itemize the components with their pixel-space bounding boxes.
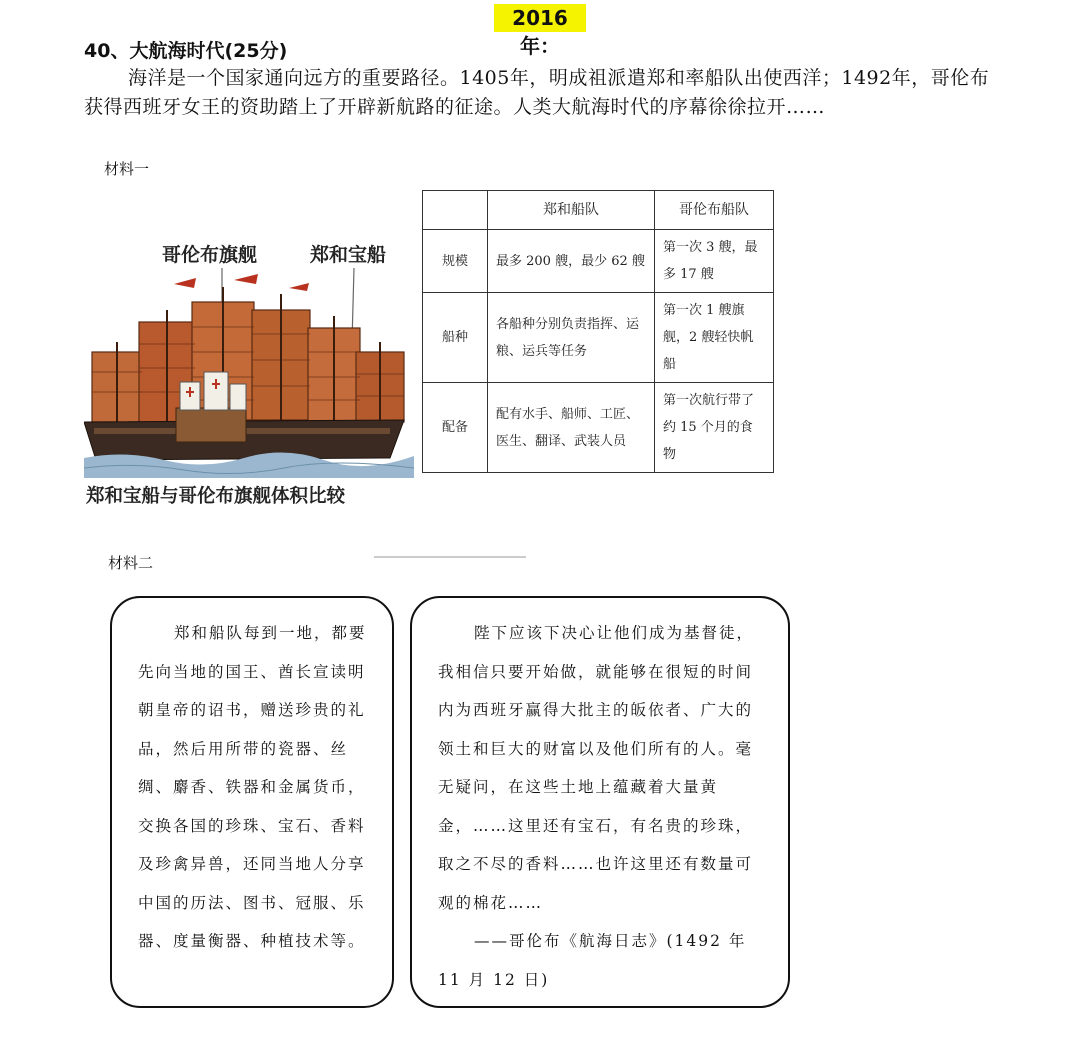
fleet-comparison-table	[422, 190, 774, 473]
ship-illustration	[84, 232, 414, 514]
columbus-text: 陛下应该下决心让他们成为基督徒，我相信只要开始做，就能够在很短的时间内为西班牙赢得大批主的皈依者、广大的领土和巨大的财富以及他们所有的人。毫无疑问，在这些土地上蕴藏着大量黄金，……这里还有宝石，有名贵的珍珠，取之不尽的香料……也许这里还有数量可观的棉花……	[438, 624, 755, 912]
zhenghe-ship-label: 郑和宝船	[310, 244, 387, 266]
table-header-cell	[423, 191, 488, 230]
ship-comparison-figure	[84, 232, 414, 514]
columbus-cell: 第一次 1 艘旗舰，2 艘轻快帆船	[655, 293, 774, 383]
table-header-cell: 哥伦布船队	[655, 191, 774, 230]
divider	[374, 556, 526, 558]
question-title: 40、大航海时代(25分)	[84, 40, 288, 62]
table-row	[423, 383, 774, 473]
material-one-label: 材料一	[104, 160, 150, 178]
zhenghe-text: 郑和船队每到一地，都要先向当地的国王、酋长宣读明朝皇帝的诏书，赠送珍贵的礼品，然后用所带的瓷器、丝绸、麝香、铁器和金属货币，交换各国的珍珠、宝石、香料及珍禽异兽，还同当地人分享中国的历法、图书、冠服、乐器、度量衡器、种植技术等。	[138, 624, 367, 950]
columbus-source: ——哥伦布《航海日志》(1492 年 11 月 12 日)	[438, 932, 747, 989]
figure-caption: 郑和宝船与哥伦布旗舰体积比较	[86, 486, 346, 507]
zhenghe-cell: 配有水手、船师、工匠、医生、翻译、武装人员	[488, 383, 655, 473]
zhenghe-cell: 最多 200 艘，最少 62 艘	[488, 230, 655, 293]
table-row	[423, 230, 774, 293]
table-row	[423, 293, 774, 383]
columbus-cell: 第一次 3 艘，最多 17 艘	[655, 230, 774, 293]
columbus-flagship-label: 哥伦布旗舰	[162, 244, 258, 266]
row-label: 配备	[423, 383, 488, 473]
row-label: 规模	[423, 230, 488, 293]
zhenghe-text-box	[110, 596, 394, 1008]
question-intro: 海洋是一个国家通向远方的重要路径。1405年，明成祖派遣郑和率船队出使西洋；1492年，哥伦布获得西班牙女王的资助踏上了开辟新航路的征途。人类大航海时代的序幕徐徐拉开……	[84, 67, 990, 118]
columbus-text-box	[410, 596, 790, 1008]
columbus-cell: 第一次航行带了约 15 个月的食物	[655, 383, 774, 473]
row-label: 船种	[423, 293, 488, 383]
table-header-cell: 郑和船队	[488, 191, 655, 230]
year-heading: 2016年：	[494, 4, 586, 32]
zhenghe-cell: 各船种分别负责指挥、运粮、运兵等任务	[488, 293, 655, 383]
table-header-row	[423, 191, 774, 230]
material-two-label: 材料二	[108, 554, 154, 572]
